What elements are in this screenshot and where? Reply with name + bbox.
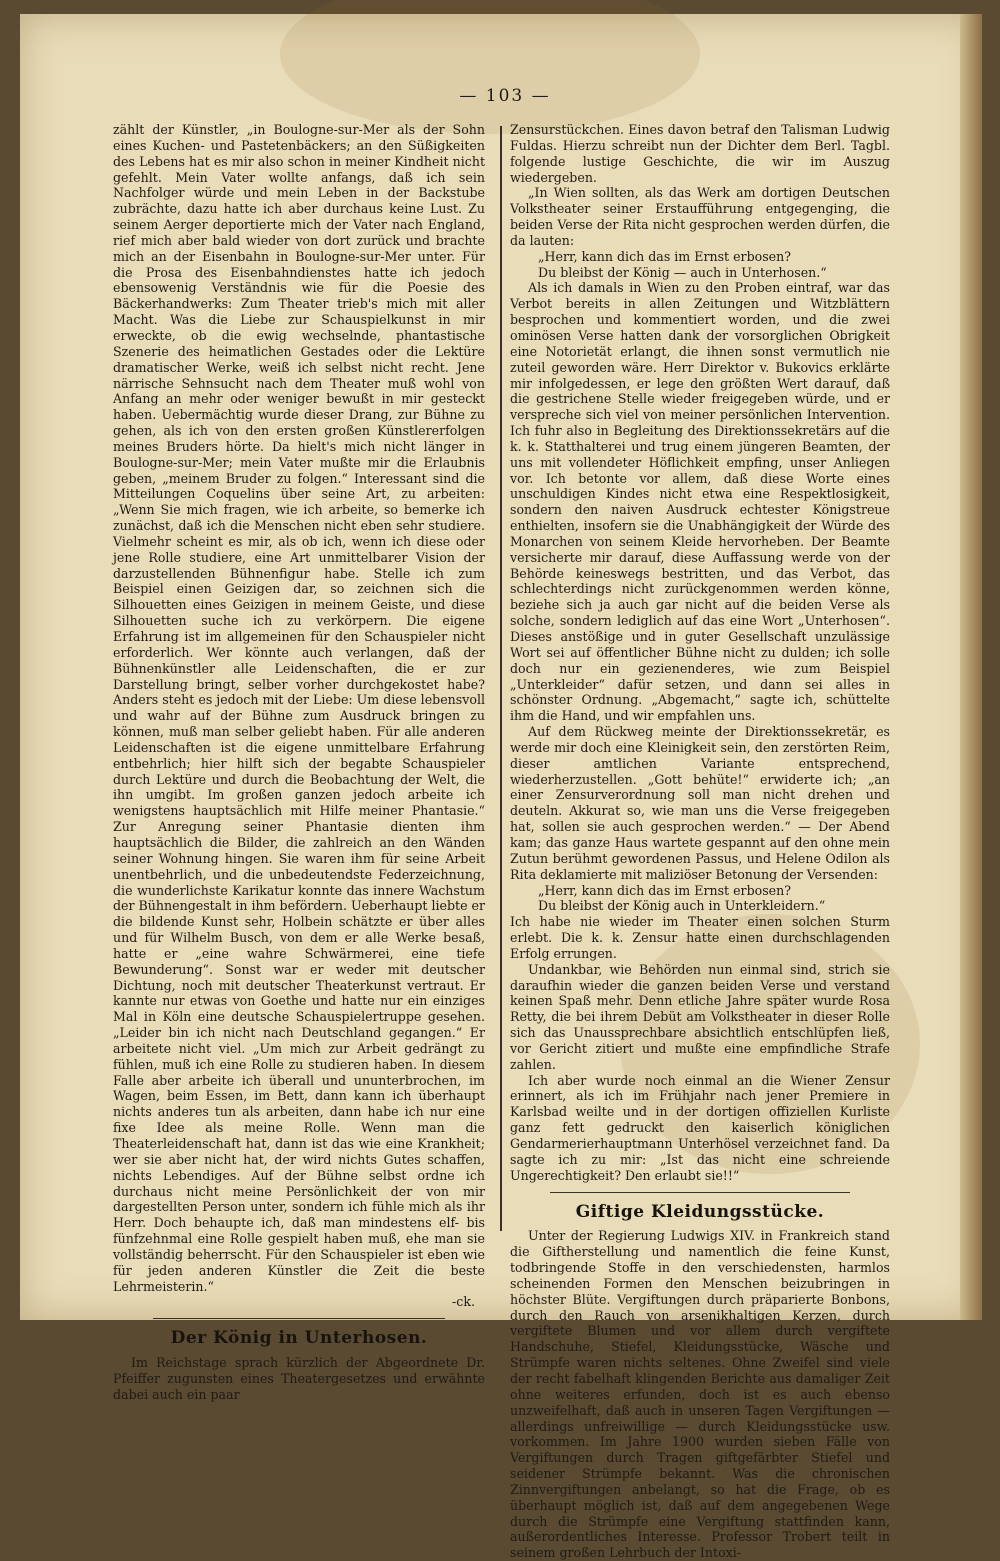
article-paragraph: Im Reichstage sprach kürzlich der Abgeordnete Dr. Pfeiffer zugunsten eines Theatergesetzes und erwähnte dabei auch ein paar [113,1355,485,1402]
article-paragraph: Unter der Regierung Ludwigs XIV. in Frankreich stand die Giftherstellung und namentlich die feine Kunst, todbringende Stoffe in den verschiedensten, harmlos scheinenden Formen den Menschen beizubringen in höchster Blüte. Vergiftungen durch präparierte Bonbons, durch den Rauch von arsenikhaltigen Kerzen, durch vergiftete Blumen und vor allem durch vergiftete Handschuhe, Stiefel, Kleidungsstücke, Wäsche und Strümpfe waren nichts seltenes. Ohne Zweifel sind viele der recht fabelhaft klingenden Berichte aus damaliger Zeit ohne weiteres erfunden, doch ist es auch ebenso unzweifelhaft, daß auch in unseren Tagen Vergiftungen — allerdings unfreiwillige — durch Kleidungsstücke usw. vorkommen. Im Jahre 1900 wurden sieben Fälle von Vergiftungen durch Tragen giftgefärbter Stiefel und seidener Strümpfe bekannt. Was die chronischen Zinnvergiftungen anbelangt, so hat die Frage, ob es überhaupt möglich ist, daß auf dem angegebenen Wege durch die Strümpfe eine Vergiftung stattfinden kann, außerordentliches Interesse. Professor Trobert teilt in seinem großen Lehrbuch der Intoxi- [510,1228,890,1561]
article-signature: -ck. [452,1294,475,1310]
verse-line: „Herr, kann dich das im Ernst erbosen? [538,882,791,898]
binding-edge [960,14,982,1320]
article-paragraph: Auf dem Rückweg meinte der Direktionssekretär, es werde mir doch eine Kleinigkeit sein, den zerstörten Reim, dieser amtlichen Variante entsprechend, wiederherzustellen. „Gott behüte!“ erwiderte ich; „an einer Zensurverordnung soll man nicht drehen und deuteln. Akkurat so, wie man uns die Verse freigegeben hat, sollen sie auch gesprochen werden.“ — Der Abend kam; das ganze Haus wartete gespannt auf den ohne mein Zutun berühmt gewordenen Passus, und Helene Odilon als Rita deklamierte mit maliziöser Betonung der Versenden: [510,724,890,882]
article-paragraph: Als ich damals in Wien zu den Proben eintraf, war das Verbot bereits in allen Zeitungen und Witzblättern besprochen und kommentiert worden, und die zwei ominösen Verse hatten dank der vorsorglichen Obrigkeit eine Notorietät erlangt, die ihnen sonst vermutlich nie zuteil geworden wäre. Herr Direktor v. Bukovics erklärte mir infolgedessen, er lege den größten Wert darauf, daß die gestrichene Stelle wieder freigegeben würde, und er verspreche sich viel von meiner persönlichen Intervention. Ich fuhr also in Begleitung des Direktionssekretärs auf die k. k. Statthalterei und trug einem jüngeren Beamten, der uns mit vollendeter Höflichkeit empfing, unser Anliegen vor. Ich betonte vor allem, daß diese Worte eines unschuldigen Kindes nicht etwa eine Respektlosigkeit, sondern den naiven Ausdruck echtester Königstreue enthielten, insofern sie die Unabhängigkeit der Würde des Monarchen von seinem Kleide hervorheben. Der Beamte versicherte mir darauf, diese Auffassung werde von der Behörde keineswegs bestritten, und das Verbot, das schlechterdings nicht zurückgenommen werden könne, beziehe sich ja auch gar nicht auf die beiden Verse als solche, sondern lediglich auf das eine Wort „Unterhosen“. Dieses anstößige und in guter Gesellschaft unzulässige Wort sei auf öffentlicher Bühne nicht zu dulden; ich solle doch nur ein gezienenderes, wie zum Beispiel „Unterkleider“ dafür setzen, und dann sei alles in schönster Ordnung. „Abgemacht,“ sagte ich, schüttelte ihm die Hand, und wir empfahlen uns. [510,280,890,724]
article-paragraph: „In Wien sollten, als das Werk am dortigen Deutschen Volkstheater seiner Erstaufführung entgegenging, die beiden Verse der Rita nicht gesprochen werden dürfen, die da lauten: [510,185,890,248]
article-paragraph: Undankbar, wie Behörden nun einmal sind, strich sie daraufhin wieder die ganzen beiden Verse und verstand keinen Spaß mehr. Denn etliche Jahre später wurde Rosa Retty, die bei ihrem Debüt am Volkstheater in dieser Rolle sich das Unaussprechbare absichtlich entschlüpfen ließ, vor Gericht zitiert und mußte eine empfindliche Strafe zahlen. [510,961,890,1072]
newspaper-page [20,14,982,1561]
article-paragraph: Ich aber wurde noch einmal an die Wiener Zensur erinnert, als ich im Frühjahr nach jener Premiere in Karlsbad weilte und in der dortigen offiziellen Kurliste ganz fett gedruckt den kaiserlich königlichen Gendarmerierhauptmann Unterhösel verzeichnet fand. Da sagte ich zu mir: „Ist das nicht eine schreiende Ungerechtigkeit? Den erlaubt sie!!“ [510,1072,890,1183]
divider [550,1192,850,1193]
article-paragraph: zählt der Künstler, „in Boulogne-sur-Mer als der Sohn eines Kuchen- und Pastetenbäckers; an den Süßigkeiten des Lebens hat es mir also schon in meiner Kindheit nicht gefehlt. Mein Vater wollte anfangs, daß ich sein Nachfolger würde und mein Leben in der Backstube zubrächte, dazu hatte ich aber durchaus keine Lust. Zu seinem Aerger deportierte mich der Vater nach England, rief mich aber bald wieder von dort zurück und brachte mich an der Eisenbahn in Boulogne-sur-Mer unter. Für die Prosa des Eisenbahndienstes hatte ich jedoch ebensowenig Verständnis wie für die Poesie des Bäckerhandwerks: Zum Theater trieb's mich mit aller Macht. Was die Liebe zur Schauspielkunst in mir erweckte, ob die ewig wechselnde, phantastische Szenerie des heimatlichen Gestades oder die Lektüre dramatischer Werke, weiß ich selbst nicht recht. Jene närrische Sehnsucht nach dem Theater muß wohl von Anfang an mehr oder weniger bewußt in mir gesteckt haben. Uebermächtig wurde dieser Drang, zur Bühne zu gehen, als ich von den ersten großen Künstlererfolgen meines Bruders hörte. Da hielt's mich nicht länger in Boulogne-sur-Mer; mein Vater mußte mir die Erlaubnis geben, „meinem Bruder zu folgen.“ Interessant sind die Mitteilungen Coquelins über seine Art, zu arbeiten: „Wenn Sie mich fragen, wie ich arbeite, so bemerke ich zunächst, daß ich die Menschen nicht eben sehr studiere. Vielmehr scheint es mir, als ob ich, wenn ich diese oder jene Rolle studiere, eine Art unmittelbarer Vision der darzustellenden Bühnenfigur habe. Stelle ich zum Beispiel einen Geizigen dar, so zeichnen sich die Silhouetten eines Geizigen in meinem Geiste, und diese Silhouetten suche ich zu verkörpern. Die eigene Erfahrung ist im allgemeinen für den Schauspieler nicht erforderlich. Wer könnte auch verlangen, daß der Bühnenkünstler alle Leidenschaften, die er zur Darstellung bringt, selber vorher durchgekostet habe? Anders steht es jedoch mit der Liebe: Um diese lebensvoll und wahr auf der Bühne zum Ausdruck bringen zu können, muß man selber geliebt haben. Für alle anderen Leidenschaften ist die eigene unmittelbare Erfahrung entbehrlich; hier hilft sich der begabte Schauspieler durch Lektüre und durch die Beobachtung der Welt, die ihn umgibt. Im großen ganzen jedoch arbeite ich wenigstens hauptsächlich mit Hilfe meiner Phantasie.“ Zur Anregung seiner Phantasie dienten ihm hauptsächlich die Bilder, die zahlreich an den Wänden seiner Wohnung hingen. Sie waren ihm für seine Arbeit unentbehrlich, und die unbedeutendste Federzeichnung, die wunderlichste Karikatur konnte das innere Wachstum der Bühnengestalt in ihm befördern. Ueberhaupt liebte er die bildende Kunst sehr, Holbein schätzte er über alles und für Wilhelm Busch, von dem er alle Werke besaß, hatte er „eine wahre Schwärmerei, eine tiefe Bewunderung“. Sonst war er weder mit deutscher Dichtung, noch mit deutscher Theaterkunst vertraut. Er kannte nur etwas von Goethe und hatte nur ein einziges Mal in Köln eine deutsche Schauspielertruppe gesehen. „Leider bin ich nicht nach Deutschland gegangen.“ Er arbeitete nicht viel. „Um mich zur Arbeit gedrängt zu fühlen, muß ich eine Rolle zu studieren haben. In diesem Falle aber arbeite ich überall und ununterbrochen, im Wagen, beim Essen, im Bett, dann kann ich überhaupt nichts anderes tun als arbeiten, dann habe ich nur eine fixe Idee als meine Rolle. Wenn man die Theaterleidenschaft hat, dann ist das wie eine Krankheit; wer sie aber nicht hat, der wird nichts Gutes schaffen, nichts Lebendiges. Auf der Bühne selbst ordne ich durchaus nicht meine Persönlichkeit der von mir dargestellten Person unter, sondern ich fühle mich als ihr Herr. Doch behaupte ich, daß man mindestens elf- bis fünfzehnmal eine Rolle gespielt haben muß, ehe man sie vollständig beherrscht. Für den Schauspieler ist eben wie für jeden anderen Künstler die Zeit die beste Lehrmeisterin.“ [113,122,486,1294]
verse-line: Du bleibst der König auch in Unterkleidern.“ [538,898,826,914]
divider [153,1318,445,1319]
verse-line: Du bleibst der König — auch in Unterhosen.“ [538,264,827,280]
paper-stain [280,0,700,134]
left-column [113,122,485,1403]
right-column [510,122,890,1561]
article-paragraph: Zensurstückchen. Eines davon betraf den Talisman Ludwig Fuldas. Hierzu schreibt nun der Dichter dem Berl. Tagbl. folgende lustige Geschichte, die wir im Auszug wiedergeben. [510,122,890,185]
article-paragraph: Ich habe nie wieder im Theater einen solchen Sturm erlebt. Die k. k. Zensur hatte einen durchschlagenden Erfolg errungen. [510,914,890,961]
page-number: — 103 — [459,86,551,106]
column-rule [500,126,502,1231]
verse-line: „Herr, kann dich das im Ernst erbosen? [538,248,791,264]
article-heading: Der König in Unterhosen. [170,1328,428,1349]
article-heading: Giftige Kleidungsstücke. [575,1201,825,1222]
